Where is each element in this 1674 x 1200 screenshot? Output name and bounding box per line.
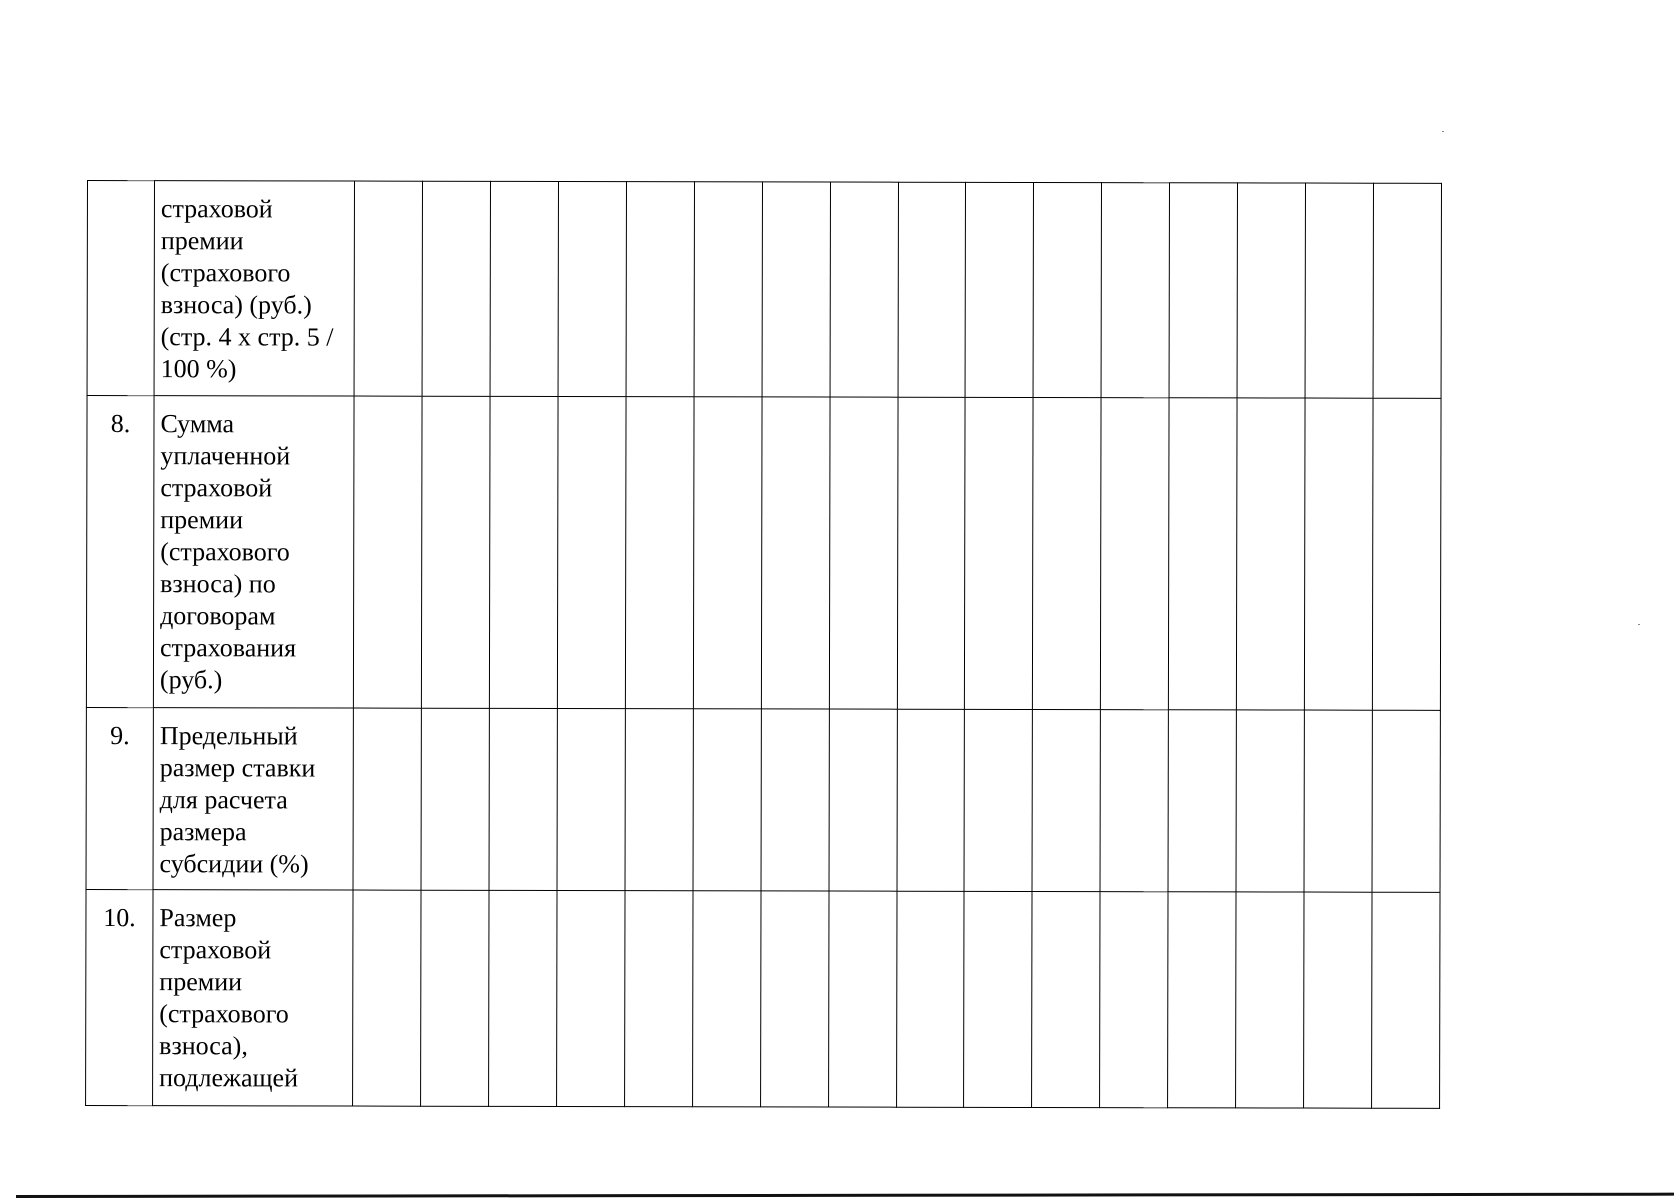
row-label <box>153 396 354 708</box>
empty-cell <box>830 182 898 397</box>
empty-cell <box>1032 891 1100 1107</box>
empty-cell <box>964 709 1032 891</box>
row-label-line: уплаченной <box>160 441 291 471</box>
empty-cell <box>488 890 556 1106</box>
row-label-line: (руб.) <box>159 665 223 695</box>
empty-cell <box>965 182 1033 397</box>
row-label <box>153 890 353 1106</box>
empty-cell <box>1305 398 1374 710</box>
table-row <box>86 707 1440 892</box>
empty-cell <box>626 182 694 397</box>
empty-cell <box>353 890 421 1106</box>
empty-cell <box>694 182 762 397</box>
table-row <box>87 181 1441 399</box>
row-label-line: Предельный <box>159 721 298 751</box>
empty-cell <box>353 708 421 890</box>
empty-cell <box>1372 892 1440 1108</box>
row-number: 8. <box>86 396 154 708</box>
table-row <box>86 889 1440 1108</box>
empty-cell <box>1032 709 1100 891</box>
table-body <box>86 181 1442 1109</box>
empty-cell <box>1304 710 1372 892</box>
empty-cell <box>1237 398 1306 710</box>
empty-cell <box>897 397 966 709</box>
empty-cell <box>897 709 965 891</box>
scan-speck <box>1442 131 1444 132</box>
row-label-line: размера <box>159 817 247 847</box>
empty-cell <box>761 709 829 891</box>
row-label-line: взноса), <box>159 1031 248 1061</box>
row-label-line: размер ставки <box>159 753 316 783</box>
row-label-line: страхования <box>159 633 297 663</box>
empty-cell <box>421 708 489 890</box>
empty-cell <box>829 397 898 709</box>
row-label-line: взноса) по <box>160 569 276 599</box>
data-table <box>85 180 1442 1109</box>
empty-cell <box>1237 183 1305 398</box>
empty-cell <box>1101 183 1169 398</box>
empty-cell <box>625 709 693 891</box>
row-label-line: подлежащей <box>159 1063 299 1093</box>
row-label-line: (страхового <box>160 537 290 567</box>
row-label-line: премии <box>160 226 244 256</box>
empty-cell <box>965 397 1034 709</box>
table-row <box>86 396 1441 711</box>
empty-cell <box>556 890 624 1106</box>
empty-cell <box>829 709 897 891</box>
empty-cell <box>1372 710 1440 892</box>
empty-cell <box>1033 182 1101 397</box>
row-label-line: Размер <box>159 903 237 933</box>
row-label <box>154 181 354 396</box>
row-number: 9. <box>86 707 153 889</box>
empty-cell <box>1236 710 1304 892</box>
empty-cell <box>624 891 692 1107</box>
empty-cell <box>421 396 490 708</box>
empty-cell <box>422 181 490 396</box>
empty-cell <box>1236 892 1304 1108</box>
empty-cell <box>353 396 422 708</box>
row-label-line: (страхового <box>160 258 291 288</box>
empty-cell <box>693 397 762 709</box>
row-label-line: (страхового <box>159 999 289 1029</box>
empty-cell <box>489 396 558 708</box>
empty-cell <box>1169 183 1237 398</box>
row-label-line: для расчета <box>159 785 288 815</box>
empty-cell <box>828 891 896 1107</box>
empty-cell <box>489 708 557 890</box>
row-label-line: 100 %) <box>160 354 237 384</box>
empty-cell <box>761 397 830 709</box>
row-label-line: страховой <box>160 194 273 224</box>
empty-cell <box>1100 892 1168 1108</box>
row-label-line: договорам <box>160 601 276 631</box>
row-label-line: взноса) (руб.) <box>160 290 312 320</box>
empty-cell <box>558 181 626 396</box>
empty-cell <box>693 709 761 891</box>
empty-cell <box>1305 183 1373 398</box>
empty-cell <box>557 708 625 890</box>
scan-speck <box>1638 624 1640 625</box>
bottom-rule <box>16 1193 1674 1198</box>
row-number: 10. <box>86 889 153 1105</box>
empty-cell <box>625 397 694 709</box>
empty-cell <box>964 891 1032 1107</box>
row-label-line: страховой <box>159 935 272 965</box>
empty-cell <box>490 181 558 396</box>
row-label-line: премии <box>160 505 244 535</box>
empty-cell <box>1168 710 1236 892</box>
empty-cell <box>557 396 626 708</box>
empty-cell <box>1304 892 1372 1108</box>
empty-cell <box>1169 398 1238 710</box>
empty-cell <box>762 182 830 397</box>
empty-cell <box>354 181 422 396</box>
empty-cell <box>896 891 964 1107</box>
row-number <box>87 181 154 396</box>
row-label-line: Сумма <box>160 409 235 439</box>
row-label-line: (стр. 4 х стр. 5 / <box>160 322 334 352</box>
row-label-line: страховой <box>160 473 273 503</box>
empty-cell <box>1168 892 1236 1108</box>
row-label <box>153 708 353 890</box>
empty-cell <box>1373 183 1441 398</box>
empty-cell <box>1100 710 1168 892</box>
row-label-line: премии <box>159 967 243 997</box>
empty-cell <box>898 182 966 397</box>
empty-cell <box>1101 398 1170 710</box>
empty-cell <box>420 890 488 1106</box>
empty-cell <box>760 891 828 1107</box>
row-label-line: субсидии (%) <box>159 849 309 879</box>
empty-cell <box>1372 398 1441 710</box>
empty-cell <box>692 891 760 1107</box>
empty-cell <box>1033 397 1102 709</box>
